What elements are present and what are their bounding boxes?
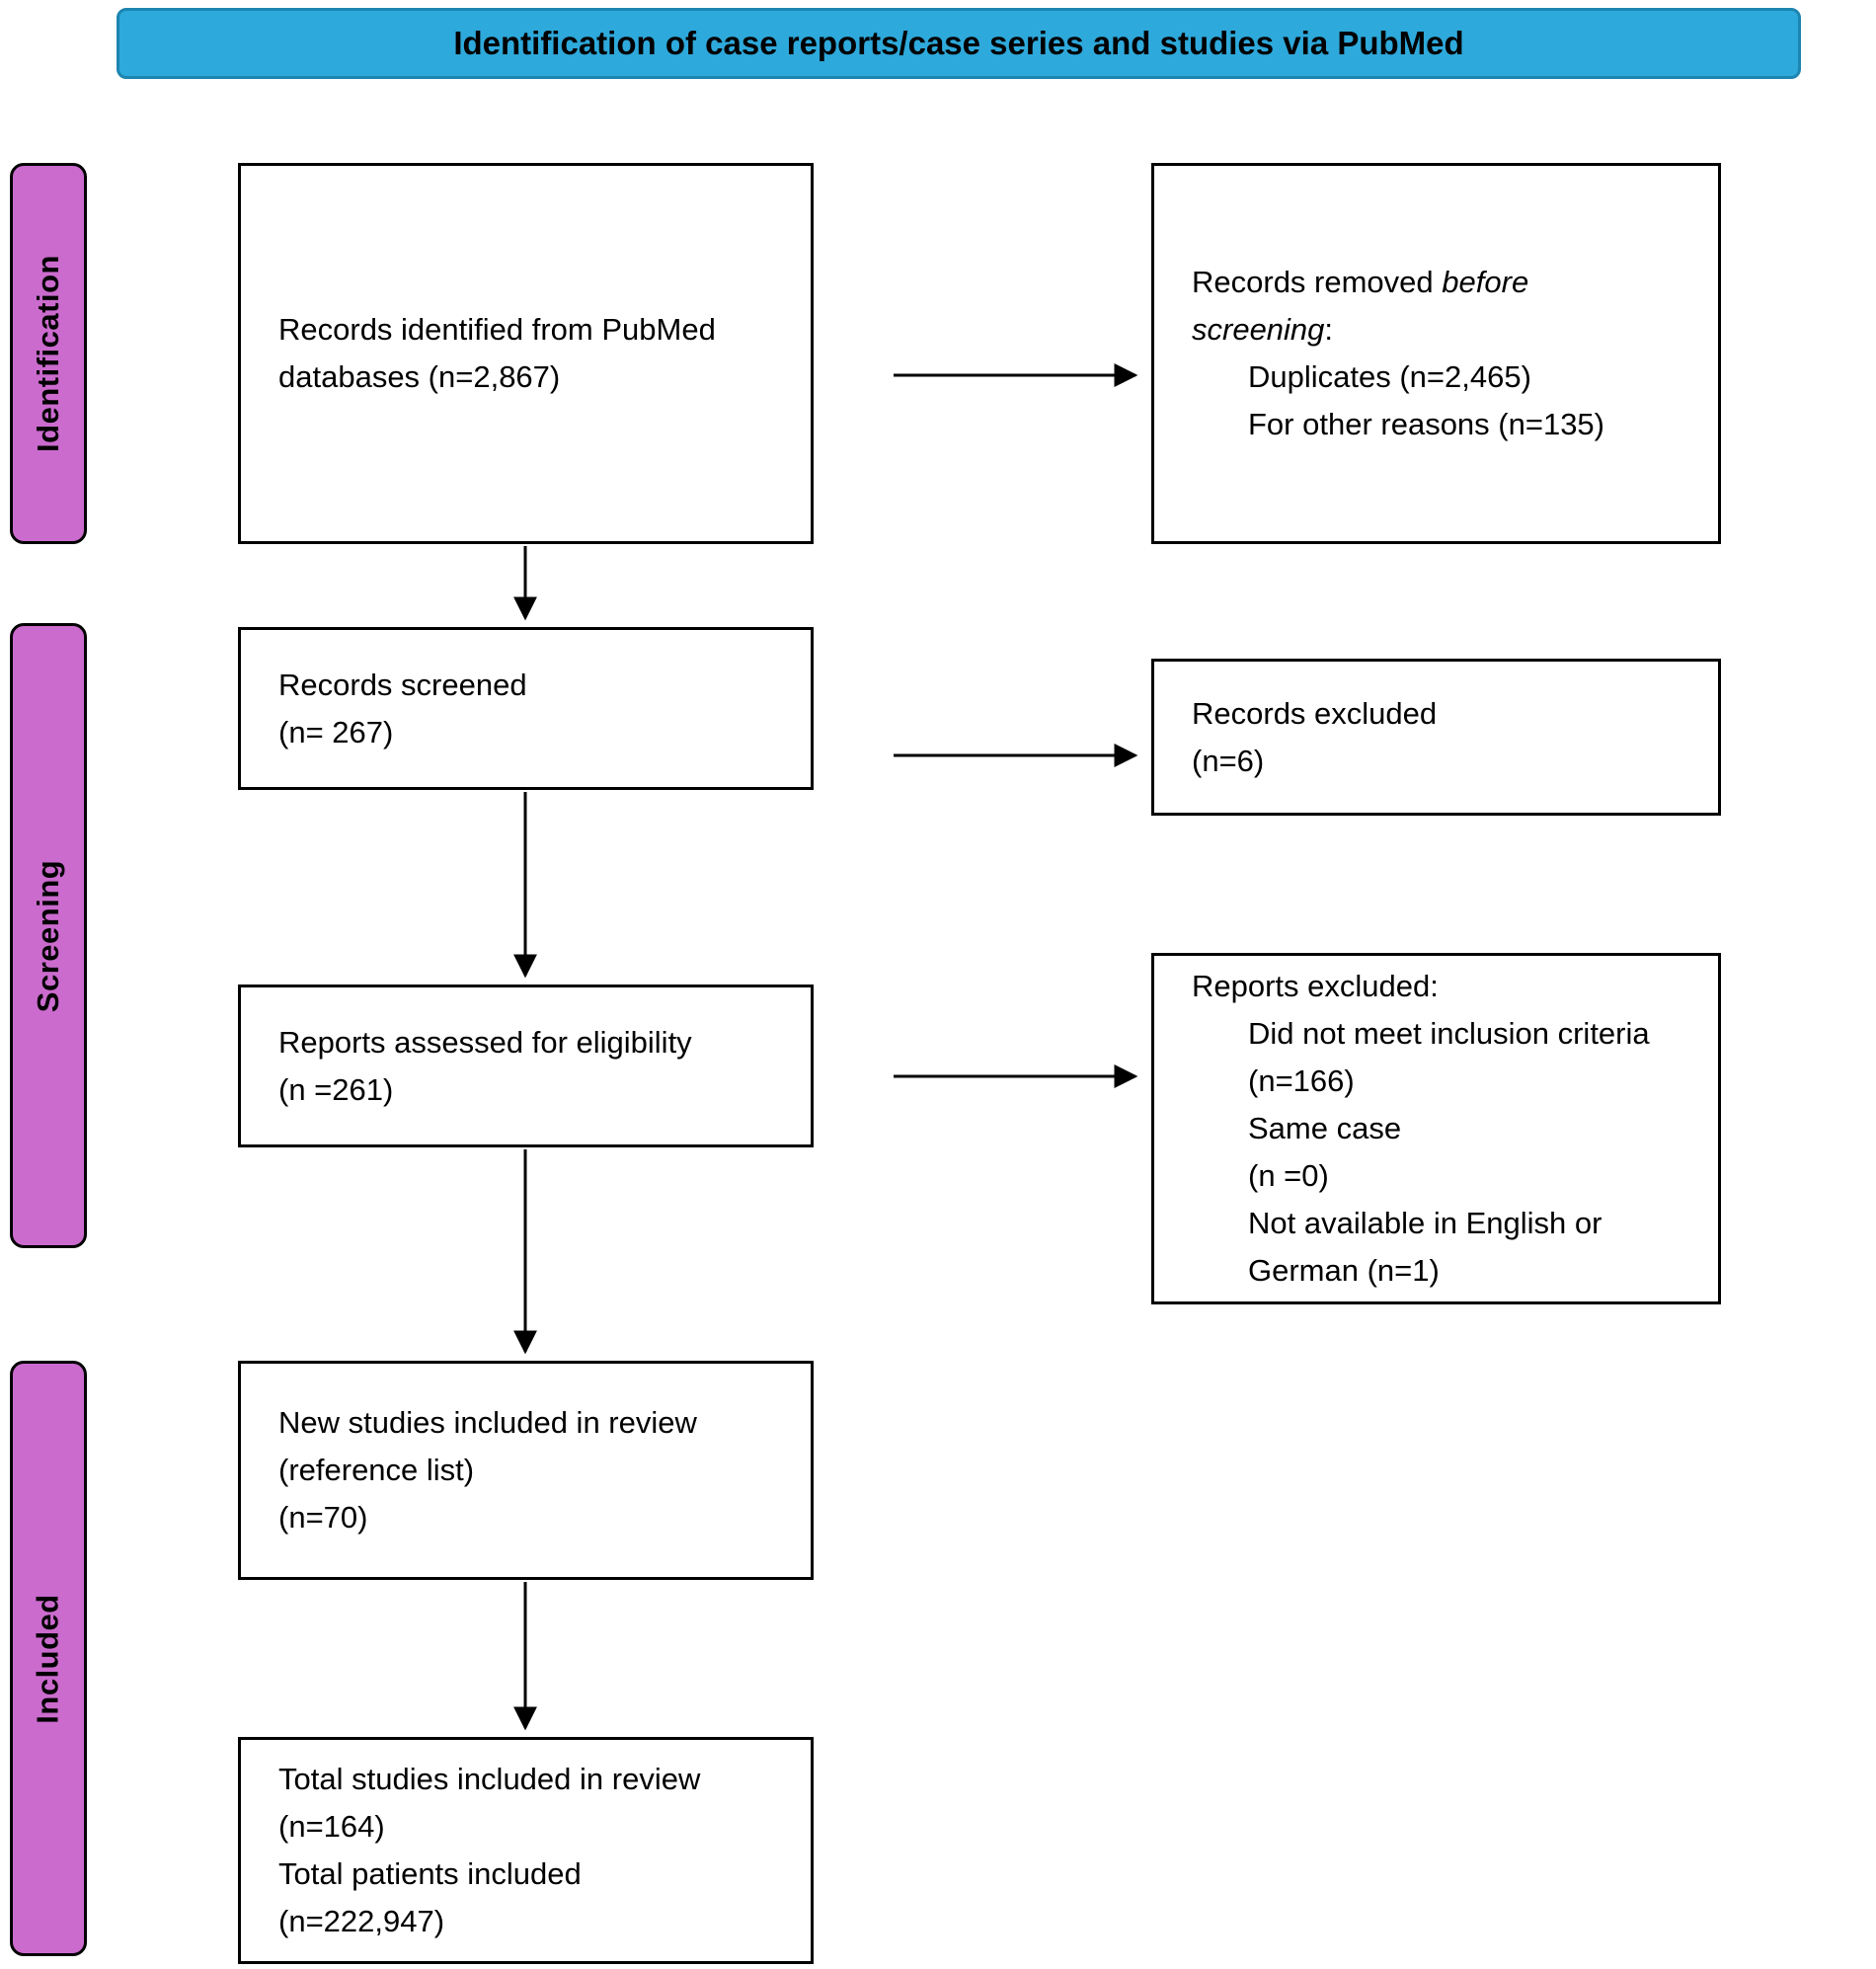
text-line: (n=164)	[278, 1809, 385, 1844]
text-line: Duplicates (n=2,465)	[1248, 359, 1531, 394]
text-line: New studies included in review	[278, 1405, 697, 1440]
italic-text: screening	[1192, 312, 1325, 347]
header-title: Identification of case reports/case series and studies via PubMed	[453, 25, 1464, 61]
text-line: Records removed before	[1192, 265, 1529, 299]
text-line: Records excluded	[1192, 695, 1438, 731]
text-line: (n=6)	[1192, 743, 1265, 778]
text-line: German (n=1)	[1248, 1253, 1440, 1288]
stage-label-text: Included	[31, 1593, 66, 1724]
text-line: Records screened	[278, 667, 527, 702]
records-removed-box	[1151, 163, 1721, 544]
text-line: (n =261)	[278, 1071, 394, 1107]
header-banner	[117, 8, 1801, 79]
text-line: (reference list)	[278, 1453, 475, 1487]
text-line: Not available in English or	[1248, 1206, 1602, 1240]
italic-text: before	[1442, 265, 1529, 299]
text-line: Total patients included	[278, 1856, 582, 1891]
total-studies-included-box	[238, 1737, 814, 1964]
text-line: Total studies included in review	[278, 1762, 701, 1796]
stage-label-identification	[10, 163, 87, 544]
new-studies-included-box	[238, 1361, 814, 1580]
text-line: Reports assessed for eligibility	[278, 1024, 692, 1060]
text-line: Did not meet inclusion criteria	[1248, 1016, 1650, 1051]
reports-excluded-box	[1151, 953, 1721, 1304]
text-line: screening:	[1192, 312, 1334, 347]
stage-label-text: Identification	[31, 255, 66, 452]
stage-label-included	[10, 1361, 87, 1956]
records-screened-box	[238, 627, 814, 790]
records-identified-box	[238, 163, 814, 544]
records-excluded-box	[1151, 659, 1721, 816]
text-line: Records identified from PubMed	[278, 312, 716, 347]
text-line: (n= 267)	[278, 714, 394, 749]
text-line: (n=70)	[278, 1500, 368, 1535]
text-line: For other reasons (n=135)	[1248, 407, 1604, 441]
text-line: (n=222,947)	[278, 1904, 445, 1938]
text-line: Reports excluded:	[1192, 969, 1439, 1003]
text-line: Same case	[1248, 1111, 1402, 1145]
reports-assessed-box	[238, 984, 814, 1147]
text-line: databases (n=2,867)	[278, 359, 561, 394]
stage-label-screening	[10, 623, 87, 1248]
stage-label-text: Screening	[31, 859, 66, 1012]
text-line: (n=166)	[1248, 1063, 1355, 1098]
text-line: (n =0)	[1248, 1158, 1329, 1193]
